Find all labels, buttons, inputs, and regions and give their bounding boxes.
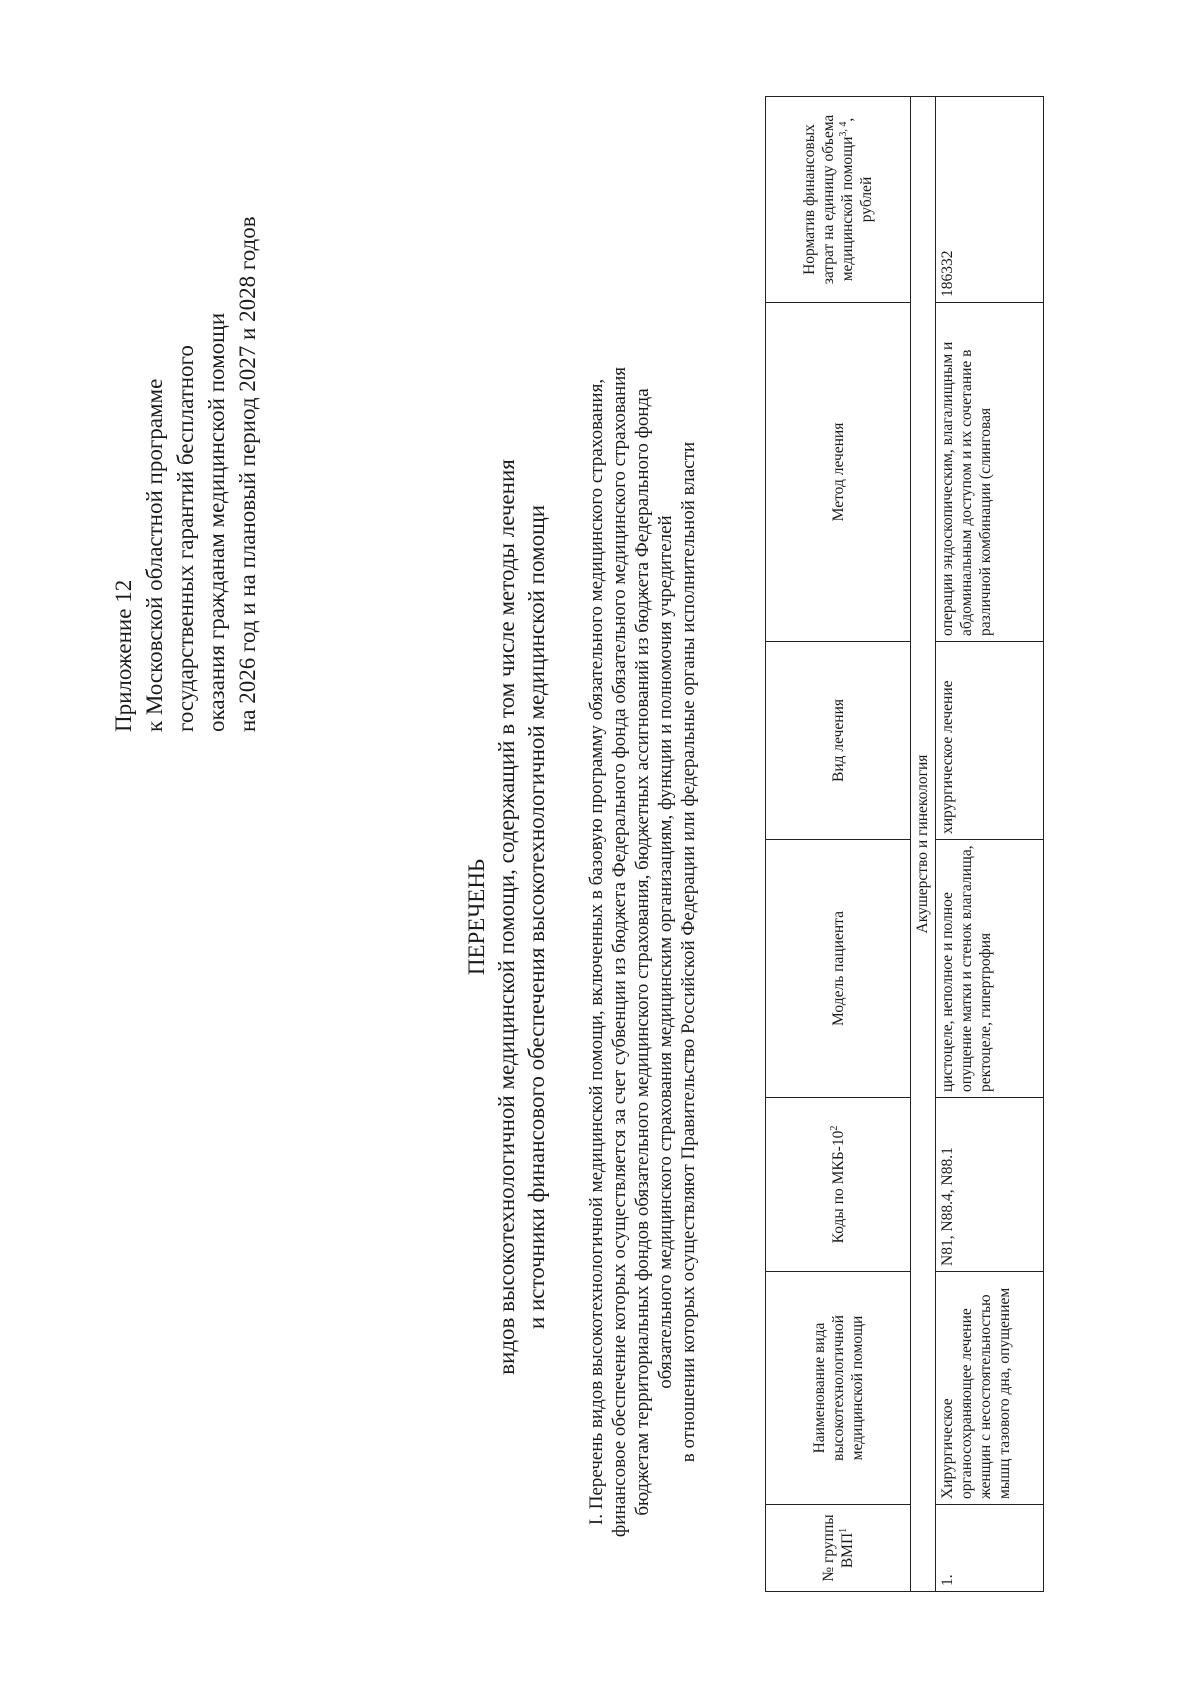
header-vmp-name: Наименование вида высокотехнологичной медицинской помощи [766,1272,911,1505]
title-line-1: видов высокотехнологичной медицинской помощи, содержащий в том числе методы лечения [494,459,519,1375]
appendix-line-5: на 2026 год и на плановый период 2027 и 2028 годов [235,216,260,732]
section-label: Акушерство и гинекология [911,97,936,1592]
cell-treatment-type: хирургическое лечение [936,642,1044,840]
header-treatment-type: Вид лечения [766,642,911,840]
header-patient-model: Модель пациента [766,840,911,1098]
intro-line-3: бюджетам территориальных фондов обязательного медицинского страхования, бюджетных ассигнований из бюджета Федерального фонда [632,388,653,1516]
appendix-line-1: Приложение 12 [111,579,136,732]
appendix-line-3: государственных гарантий бесплатного [173,345,198,732]
header-icd-codes: Коды по МКБ-$10^2$ [766,1098,911,1272]
title-heading: ПЕРЕЧЕНЬ [464,858,489,976]
header-cost-norm: Норматив финансовых затрат на единицу объема медицинской помощи$^{3, 4}$, рублей [766,97,911,303]
table-row [936,97,1044,1592]
title-line-2: и источники финансового обеспечения высокотехнологичной медицинской помощи [524,504,549,1330]
document-title [462,417,552,1417]
intro-line-1: I. Перечень видов высокотехнологичной медицинской помощи, включенных в базовую программу обязательного медицинского страхования, [586,378,607,1526]
cell-group-number: 1. [936,1505,1044,1592]
intro-line-2: финансовое обеспечение которых осуществляется за счет субвенции из бюджета Федерального фонда обязательного медицинского страхования [609,366,630,1538]
cell-vmp-name: Хирургическое органосохраняющее лечение женщин с несостоятельностью мышц тазового дна, опущением [936,1272,1044,1505]
intro-line-5: в отношении которых осуществляют Правительство Российской Федерации или федеральные органы исполнительной власти [678,441,699,1463]
cell-icd-codes: N81, N88.4, N88.1 [936,1098,1044,1272]
appendix-line-4: оказания гражданам медицинской помощи [204,312,229,732]
vmp-table [765,96,1044,1592]
cell-cost-norm: 186332 [936,97,1044,303]
intro-line-4: обязательного медицинского страхования медицинским организациям, функции и полномочия учредителей [655,515,676,1389]
cell-patient-model: цистоцеле, неполное и полное опущение матки и стенок влагалища, ректоцеле, гипертрофия [936,840,1044,1098]
intro-paragraph [585,297,700,1607]
cell-treatment-method: операции эндоскопическим, влагалищным и абдоминальным доступом и их сочетание в различной комбинации (слинговая [936,303,1044,642]
header-treatment-method: Метод лечения [766,303,911,642]
section-row [911,97,936,1592]
table-header-row [766,97,911,1592]
header-group-number: № группы ВМП$^1$ [766,1505,911,1592]
appendix-line-2: к Московской областной программе [142,378,167,732]
appendix-block [108,32,263,732]
